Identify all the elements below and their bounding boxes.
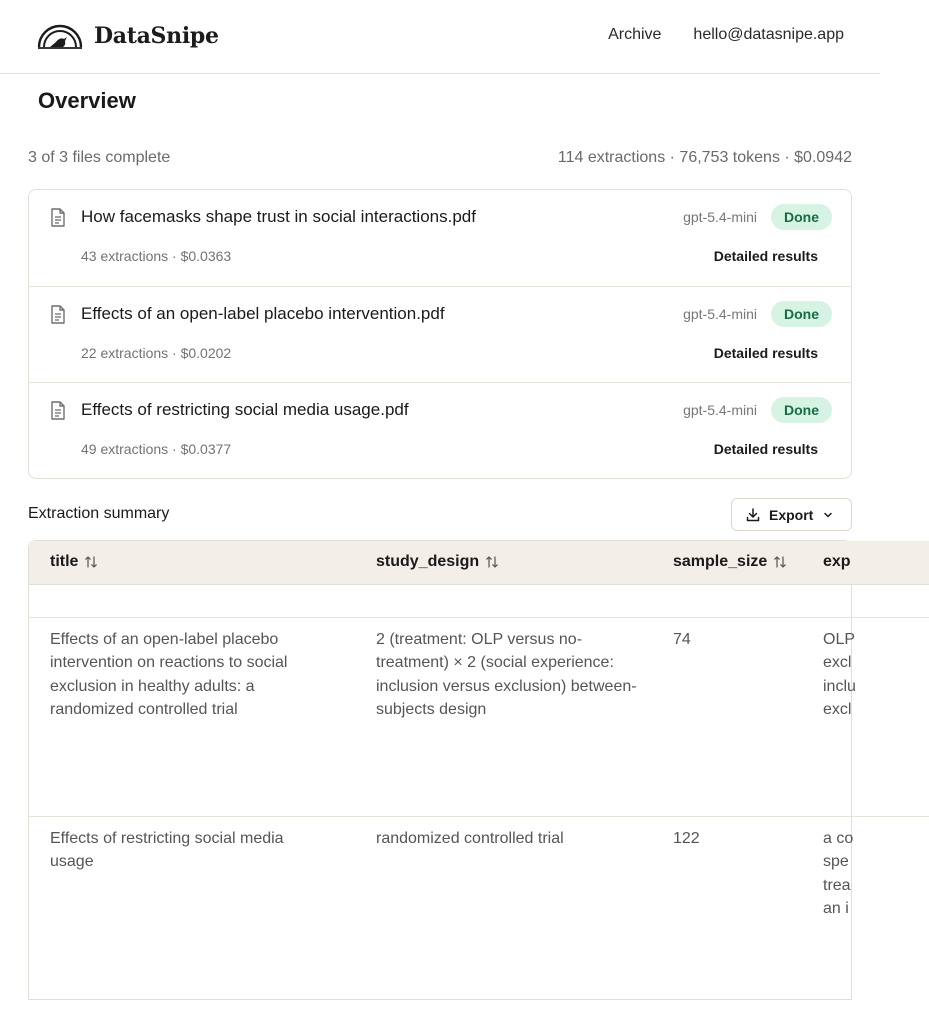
column-label: sample_size	[673, 553, 768, 570]
file-icon	[50, 305, 66, 324]
file-name: Effects of an open-label placebo intervention.pdf	[81, 303, 445, 323]
column-header-sample-size[interactable]	[673, 553, 787, 571]
file-name: How facemasks shape trust in social interactions.pdf	[81, 207, 476, 226]
files-complete-text: 3 of 3 files complete	[28, 149, 171, 166]
stats-row	[28, 149, 852, 167]
cell-title: Effects of restricting social media usage	[50, 830, 284, 871]
table-row[interactable]	[29, 618, 929, 817]
file-row	[29, 287, 851, 384]
page-title: Overview	[38, 88, 136, 113]
detailed-results-link[interactable]: Detailed results	[713, 248, 818, 264]
column-header-title[interactable]	[50, 553, 98, 571]
sort-icon	[485, 555, 499, 569]
brand-name: DataSnipe	[94, 23, 219, 49]
file-meta: 22 extractions · $0.0202	[81, 344, 232, 361]
model-label: gpt-5.4-mini	[683, 402, 757, 418]
column-label: study_design	[376, 553, 480, 570]
file-name: Effects of restricting social media usage.pdf	[81, 400, 409, 419]
cell-exp: OLP excl inclu excl	[823, 631, 856, 718]
status-badge: Done	[771, 397, 832, 423]
file-icon	[50, 208, 66, 227]
file-meta: 43 extractions · $0.0363	[81, 248, 232, 264]
column-label: exp	[823, 553, 851, 570]
table-row[interactable]	[29, 817, 929, 1017]
cell-exp: a co spe trea an i	[823, 830, 854, 917]
export-label: Export	[769, 506, 814, 523]
file-meta: 49 extractions · $0.0377	[81, 441, 232, 457]
detailed-results-link[interactable]: Detailed results	[713, 441, 818, 457]
table-row-empty	[29, 585, 929, 618]
extraction-table[interactable]	[28, 540, 856, 1000]
cell-title: Effects of an open-label placebo intervention on reactions to social exclusion in healthy adults: a randomized controlled trial	[50, 631, 288, 718]
download-icon	[746, 508, 760, 522]
cell-study-design: 2 (treatment: OLP versus no-treatment) × 2 (social experience: inclusion versus exclusion) between-subjects design	[376, 631, 637, 718]
column-label: title	[50, 553, 79, 570]
status-badge: Done	[771, 301, 832, 327]
extraction-summary-title: Extraction summary	[28, 505, 170, 522]
top-bar	[0, 0, 880, 74]
nav-archive-link[interactable]: Archive	[608, 26, 662, 43]
cell-sample-size: 74	[673, 631, 691, 648]
status-badge: Done	[771, 204, 832, 230]
top-nav	[608, 26, 844, 44]
file-list	[28, 189, 852, 479]
sort-icon	[84, 555, 98, 569]
chevron-down-icon	[823, 510, 833, 520]
cell-study-design: randomized controlled trial	[376, 830, 564, 847]
detailed-results-link[interactable]: Detailed results	[713, 344, 818, 361]
file-icon	[50, 401, 66, 420]
model-label: gpt-5.4-mini	[683, 209, 757, 225]
cell-sample-size: 122	[673, 830, 700, 847]
column-header-exp[interactable]	[823, 553, 851, 571]
column-header-study-design[interactable]	[376, 553, 499, 571]
file-row	[29, 383, 851, 480]
file-row	[29, 190, 851, 287]
export-button[interactable]	[731, 498, 852, 531]
logo[interactable]	[36, 20, 219, 52]
model-label: gpt-5.4-mini	[683, 305, 757, 322]
sort-icon	[773, 555, 787, 569]
logo-heron-icon	[36, 20, 84, 52]
totals-text: 114 extractions · 76,753 tokens · $0.0942	[557, 149, 852, 166]
nav-email-link[interactable]: hello@datasnipe.app	[693, 26, 844, 43]
table-header	[29, 541, 929, 585]
